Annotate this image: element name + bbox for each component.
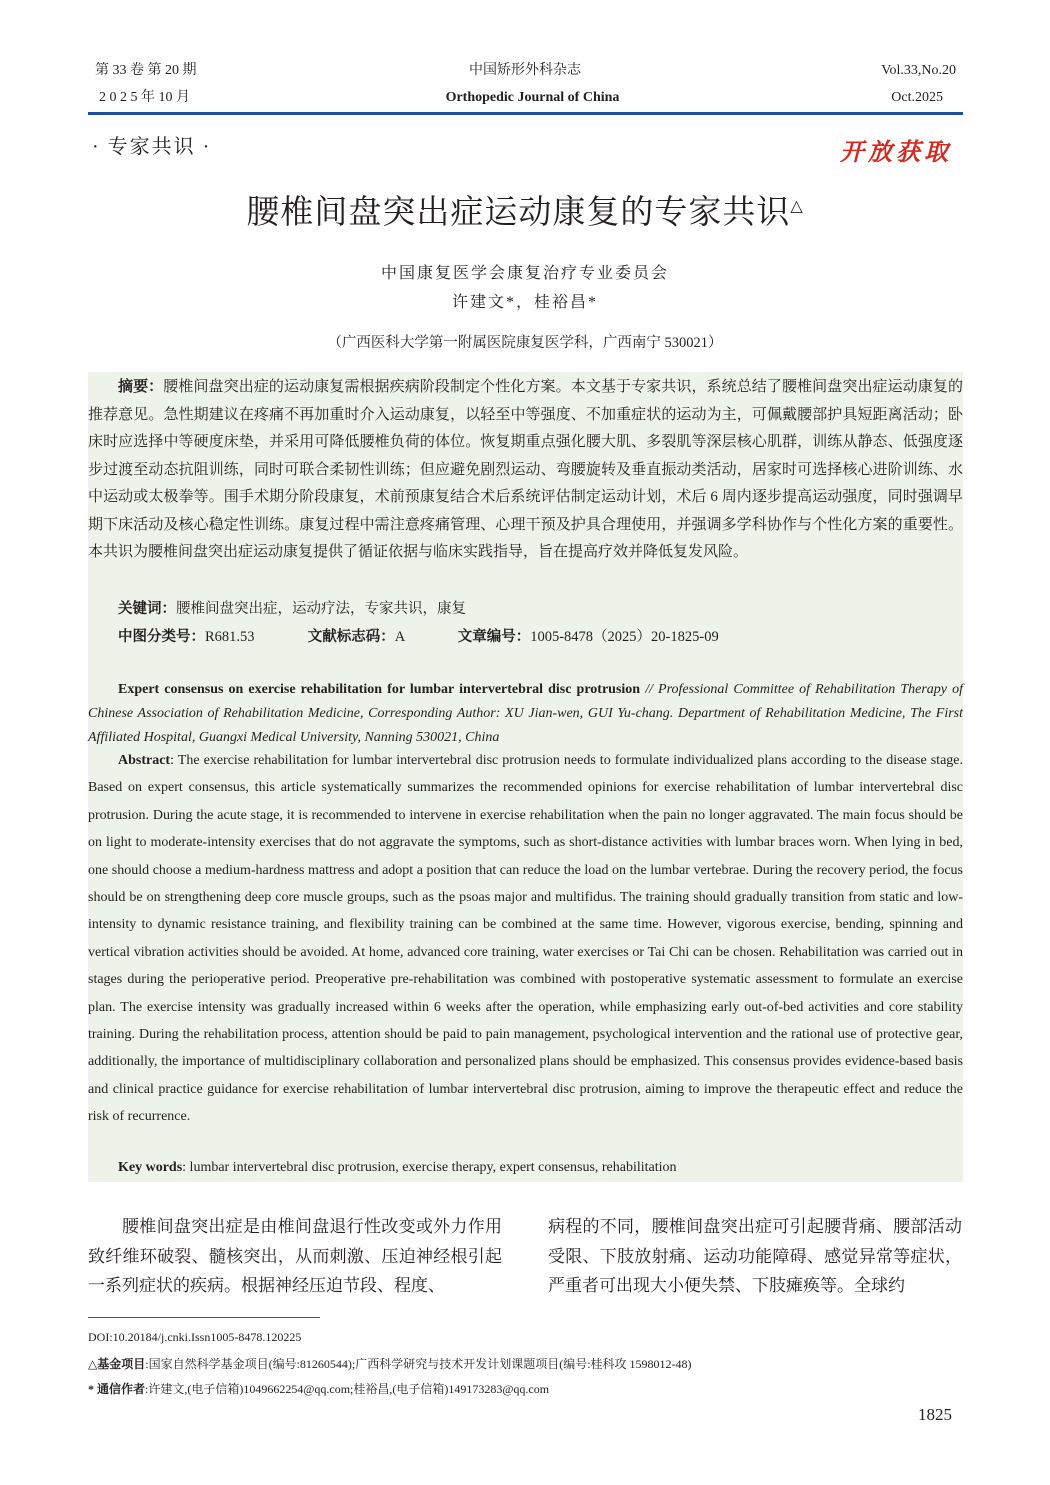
- title-text: 腰椎间盘突出症运动康复的专家共识: [246, 195, 791, 231]
- open-access-badge: 开放获取: [840, 140, 952, 166]
- article-no-value: 1005-8478（2025）20-1825-09: [530, 629, 719, 645]
- journal-name-zh: 中国矫形外科杂志: [469, 63, 581, 78]
- header-rule: [88, 112, 963, 115]
- body-column-right: 病程的不同，腰椎间盘突出症可引起腰背痛、腰部活动受限、下肢放射痛、运动功能障碍、感觉异常等症状，严重者可出现大小便失禁、下肢瘫痪等。全球约: [548, 1217, 962, 1295]
- english-title-block: [88, 678, 963, 750]
- date-zh: 2 0 2 5 年 10 月: [99, 90, 190, 105]
- corresponding-note: [88, 1380, 549, 1397]
- classification-zh: [118, 625, 719, 646]
- keywords-zh: [118, 597, 466, 618]
- footnote-rule: [88, 1317, 320, 1318]
- section-label: · 专家共识 ·: [92, 136, 212, 158]
- article-no-label: 文章编号：: [457, 629, 531, 645]
- journal-name-en: Orthopedic Journal of China: [445, 90, 620, 105]
- abstract-zh-label: 摘要：: [118, 379, 164, 395]
- keywords-en-text: : lumbar intervertebral disc protrusion, exercise therapy, expert consensus, rehabilitation: [182, 1160, 677, 1175]
- abstract-en-label: Abstract: [118, 753, 171, 768]
- english-byline: // Professional Committee of Rehabilitation Therapy of Chinese Association of Rehabilitation Medicine, Corresponding Author: XU Jian-wen, GUI Yu-chang. Department of Rehabilitation Medicine, The First Affiliated Hospital, Guangxi Medical University, Nanning 530021, China: [88, 682, 963, 745]
- title-mark: △: [790, 198, 804, 215]
- fund-label: △基金项目: [88, 1357, 146, 1371]
- page-number: 1825: [918, 1405, 952, 1424]
- abstract-zh-text: 腰椎间盘突出症的运动康复需根据疾病阶段制定个性化方案。本文基于专家共识，系统总结了腰椎间盘突出症运动康复的推荐意见。急性期建议在疼痛不再加重时介入运动康复，以轻至中等强度、不加重症状的运动为主，可佩戴腰部护具短距离活动；卧床时应选择中等硬度床垫，并采用可降低腰椎负荷的体位。恢复期重点强化腰大肌、多裂肌等深层核心肌群，训练从静态、低强度逐步过渡至动态抗阻训练，同时可联合柔韧性训练；但应避免剧烈运动、弯腰旋转及垂直振动类活动，居家时可选择核心进阶训练、水中运动或太极拳等。围手术期分阶段康复，术前预康复结合术后系统评估制定运动计划，术后 6 周内逐步提高运动强度，同时强调早期下床活动及核心稳定性训练。康复过程中需注意疼痛管理、心理干预及护具合理使用，并强调多学科协作与个性化方案的重要性。本共识为腰椎间盘突出症运动康复提供了循证依据与临床实践指导，旨在提高疗效并降低复发风险。: [88, 379, 963, 560]
- volume-en: Vol.33,No.20: [881, 63, 956, 78]
- keywords-en-label: Key words: [118, 1160, 183, 1175]
- fund-note: [88, 1355, 692, 1372]
- english-title: Expert consensus on exercise rehabilitation for lumbar intervertebral disc protrusion: [118, 682, 641, 697]
- article-title: [0, 186, 1050, 233]
- date-en: Oct.2025: [891, 90, 943, 105]
- doc-code-value: A: [394, 629, 405, 645]
- keywords-zh-label: 关键词：: [118, 601, 176, 617]
- abstract-zh: [88, 374, 963, 567]
- fund-text: :国家自然科学基金项目(编号:81260544);广西科学研究与技术开发计划课题项目(编号:桂科攻 1598012-48): [145, 1357, 692, 1371]
- doc-code-label: 文献标志码：: [307, 629, 395, 645]
- committee: 中国康复医学会康复治疗专业委员会: [380, 265, 669, 282]
- affiliation: （广西医科大学第一附属医院康复医学科，广西南宁 530021）: [327, 335, 723, 351]
- clc-value: R681.53: [205, 629, 255, 645]
- doi: DOI:10.20184/j.cnki.Issn1005-8478.120225: [88, 1330, 302, 1344]
- keywords-en: [118, 1160, 677, 1176]
- body-column-left: 腰椎间盘突出症是由椎间盘退行性改变或外力作用致纤维环破裂、髓核突出，从而刺激、压迫神经根引起一系列症状的疾病。根据神经压迫节段、程度、: [88, 1217, 502, 1295]
- volume-zh: 第 33 卷 第 20 期: [95, 63, 197, 78]
- abstract-en-text: : The exercise rehabilitation for lumbar intervertebral disc protrusion needs to formulate individualized plans according to the disease stage. Based on expert consensus, this article systematically summarizes the recommended opinions for exercise rehabilitation of lumbar intervertebral disc protrusion. During the acute stage, it is recommended to intervene in exercise rehabilitation when the pain no longer aggravated. The main focus should be on light to moderate-intensity exercises that do not aggravate the symptoms, such as short-distance activities with lumbar braces worn. When lying in bed, one should choose a medium-hardness mattress and adopt a position that can reduce the load on the lumbar vertebrae. During the recovery period, the focus should be on strengthening deep core muscle groups, such as the psoas major and multifidus. The training should gradually transition from static and low-intensity to dynamic resistance training, and flexibility training can be combined at the same time. However, vigorous exercise, bending, spinning and vertical vibration activities should be avoided. At home, advanced core training, water exercises or Tai Chi can be chosen. Rehabilitation was carried out in stages during the perioperative period. Preoperative pre-rehabilitation was combined with postoperative systematic assessment to formulate an exercise plan. The exercise intensity was gradually increased within 6 weeks after the operation, while emphasizing early out-of-bed activities and core stability training. During the rehabilitation process, attention should be paid to pain management, psychological intervention and the rational use of protective gear, additionally, the importance of multidisciplinary collaboration and personalized plans should be emphasized. This consensus provides evidence-based basis and clinical practice guidance for exercise rehabilitation of lumbar intervertebral disc protrusion, aiming to improve the therapeutic effect and reduce the risk of recurrence.: [88, 753, 963, 1125]
- clc-label: 中图分类号：: [118, 629, 205, 645]
- corr-label: * 通信作者: [88, 1382, 146, 1396]
- authors: 许建文*，桂裕昌*: [451, 294, 598, 311]
- abstract-en: [88, 747, 963, 1131]
- corr-text: :许建文,(电子信箱)1049662254@qq.com;桂裕昌,(电子信箱)149173283@qq.com: [145, 1382, 550, 1396]
- keywords-zh-text: 腰椎间盘突出症，运动疗法，专家共识，康复: [176, 601, 466, 617]
